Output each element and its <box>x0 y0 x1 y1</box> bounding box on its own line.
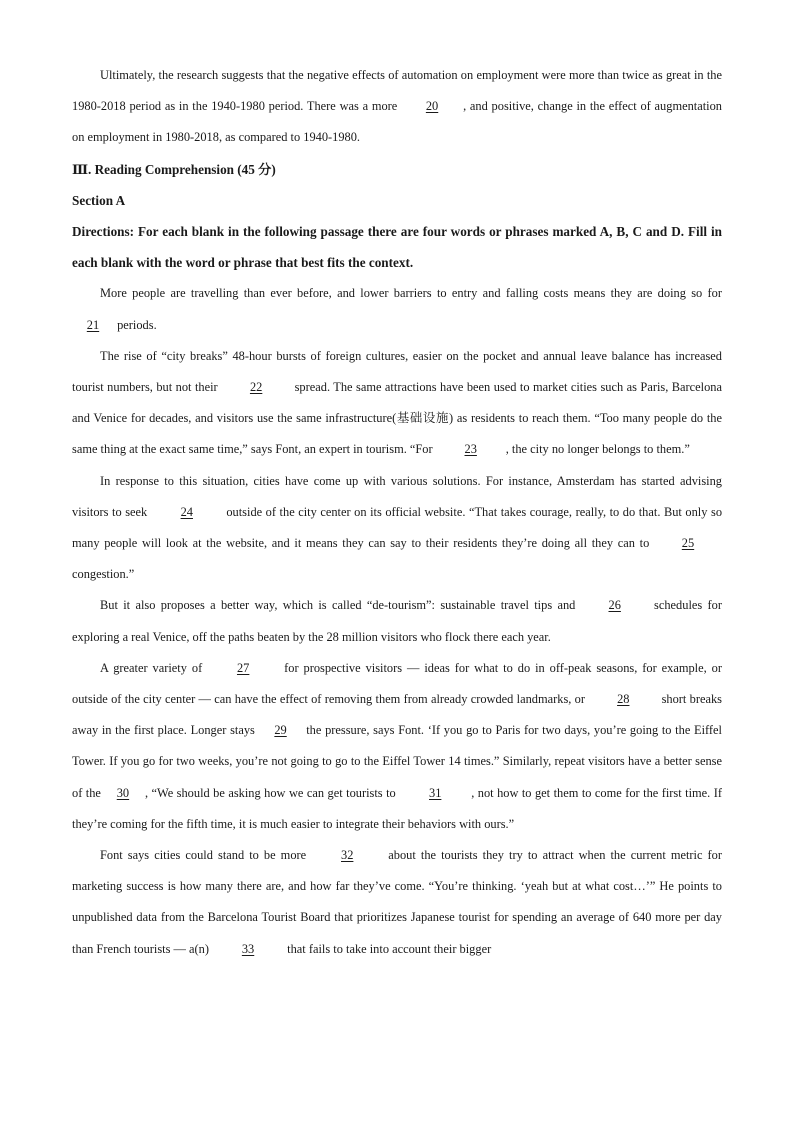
blank-26[interactable]: 26 <box>608 598 621 613</box>
blank-23[interactable]: 23 <box>464 442 477 457</box>
blank-31[interactable]: 31 <box>429 785 442 800</box>
paragraph-5: A greater variety of 27 for prospective visitors — ideas for what to do in off-peak seasons, for example, or outside of the city center — can have the effect of removing them from already crowded landmarks, or 28 short breaks away in the first place. Longer stays 29 the pressure, says Font. ‘If you go to Paris for two days, you’re going to the Eiffel Tower. If you go for two weeks, you’re not going to go to the Eiffel Tower 14 times.” Similarly, repeat visitors have a better sense of the 30 , “We should be asking how we can get tourists to 31 , not how to get them to come for the first time. If they’re coming for the fifth time, it is much easier to integrate their behaviors with ours.” <box>72 653 722 840</box>
blank-21[interactable]: 21 <box>86 317 100 332</box>
blank-25[interactable]: 25 <box>681 536 695 551</box>
blank-27[interactable]: 27 <box>236 660 250 675</box>
blank-30[interactable]: 30 <box>116 785 130 800</box>
paragraph-3: In response to this situation, cities have come up with various solutions. For instance, Amsterdam has started advising visitors to seek 24 outside of the city center on its official website. “That takes courage, really, to do that. But only so many people will look at the website, and it means they can say to their residents they’re doing all they can to 25 congestion.” <box>72 473 723 582</box>
paragraph-6: Font says cities could stand to be more 32 about the tourists they try to attract when the current metric for marketing success is how many there are, and how far they’ve come. “You’re thinking. ‘yeah but at what cost…’” He points to unpublished data from the Barcelona Tourist Board that prioritizes Japanese tourist for spending an average of 640 more per day than French tourists — a(n) 33 that fails to take into account their bigger <box>72 840 722 965</box>
section-a-heading: Section A <box>72 192 126 208</box>
blank-28[interactable]: 28 <box>617 692 630 707</box>
intro-paragraph <box>72 60 722 154</box>
directions: Directions: For each blank in the following passage there are four words or phrases marked A, B, C and D. Fill in each blank with the word or phrase that best fits the context. <box>72 224 722 271</box>
blank-33[interactable]: 33 <box>241 941 255 956</box>
blank-24[interactable]: 24 <box>180 504 193 519</box>
intro-text-2: , and positive, change in the effect of augmentation on employment in 1980-2018, as compared to 1940-1980. <box>72 99 722 145</box>
paragraph-1: More people are travelling than ever before, and lower barriers to entry and falling costs means they are doing so for 21 periods. <box>72 278 722 340</box>
document-page <box>72 60 722 965</box>
blank-22[interactable]: 22 <box>249 380 263 395</box>
section-heading: Ⅲ. Reading Comprehension (45 分) <box>72 161 276 177</box>
blank-32[interactable]: 32 <box>341 848 354 863</box>
intro-text-1: Ultimately, the research suggests that the negative effects of automation on employment were more than twice as great in the 1980-2018 period as in the 1940-1980 period. There was a more <box>72 68 722 114</box>
blank-29[interactable]: 29 <box>274 723 287 738</box>
blank-20[interactable]: 20 <box>425 99 439 114</box>
paragraph-4: But it also proposes a better way, which is called “de-tourism”: sustainable travel tips and 26 schedules for exploring a real Venice, off the paths beaten by the 28 million visitors who flock there each year. <box>72 590 722 652</box>
paragraph-2: The rise of “city breaks” 48-hour bursts of foreign cultures, easier on the pocket and annual leave balance has increased tourist numbers, but not their 22 spread. The same attractions have been used to market cities such as Paris, Barcelona and Venice for decades, and visitors use the same infrastructure(基础设施) as residents to reach them. “Too many people do the same thing at the exact same time,” says Font, an expert in tourism. “For 23 , the city no longer belongs to them.” <box>72 341 722 466</box>
